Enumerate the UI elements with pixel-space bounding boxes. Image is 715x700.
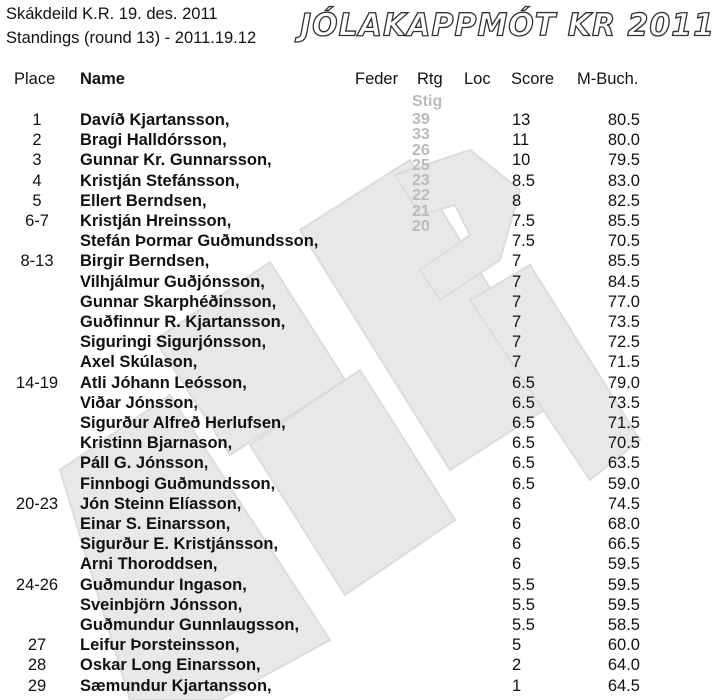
score-cell: 7 (512, 272, 522, 291)
standings-row (0, 576, 655, 596)
player-name-cell: Einar S. Einarsson, (80, 515, 231, 533)
standings-row (0, 374, 655, 394)
mbuch-cell: 71.5 (607, 353, 640, 372)
column-header-feder: Feder (355, 70, 399, 88)
player-name-cell: Arni Thoroddsen, (80, 555, 218, 574)
place-cell: 28 (27, 656, 47, 675)
mbuch-cell: 84.5 (607, 272, 640, 291)
mbuch-cell: 60.0 (607, 636, 640, 655)
player-name-cell: Vilhjálmur Guðjónsson, (80, 272, 265, 291)
mbuch-cell: 79.0 (607, 373, 640, 392)
player-name-cell: Davíð Kjartansson, (80, 111, 230, 129)
rating-value: 25 (412, 156, 430, 174)
mbuch-cell: 74.5 (607, 494, 640, 513)
rating-value: 20 (412, 218, 430, 236)
score-cell: 7 (512, 353, 522, 372)
score-cell: 6 (512, 494, 522, 513)
player-name-cell: Kristinn Bjarnason, (80, 434, 233, 453)
standings-row (0, 454, 655, 474)
player-name-cell: Viðar Jónsson, (80, 393, 198, 412)
place-cell: 3 (32, 151, 42, 170)
place-cell: 29 (27, 676, 47, 695)
place-cell: 5 (32, 191, 42, 210)
column-header-score: Score (511, 70, 555, 88)
mbuch-cell: 80.0 (607, 131, 640, 150)
rating-value: 39 (412, 111, 430, 128)
player-name-cell: Siguringi Sigurjónsson, (80, 333, 267, 352)
mbuch-cell: 73.5 (607, 313, 640, 331)
standings-row (0, 212, 655, 236)
column-header-place: Place (14, 70, 56, 88)
score-cell: 5 (512, 636, 522, 655)
standings-row (0, 192, 655, 212)
player-name-cell: Páll G. Jónsson, (80, 454, 209, 473)
standings-row (0, 131, 655, 151)
player-name-cell: Gunnar Skarphéðinsson, (80, 292, 277, 311)
player-name-cell: Kristján Hreinsson, (80, 212, 232, 230)
score-cell: 7 (512, 313, 522, 331)
mbuch-cell: 70.5 (607, 232, 640, 251)
mbuch-cell: 64.5 (607, 676, 640, 695)
mbuch-cell: 59.0 (607, 474, 640, 493)
score-cell: 6.5 (512, 393, 535, 412)
standings-row (0, 151, 655, 174)
place-cell: 20-23 (15, 494, 59, 513)
rating-value: 21 (412, 202, 430, 220)
score-cell: 8 (512, 191, 522, 210)
standings-row (0, 232, 655, 252)
standings-row (0, 313, 655, 333)
rating-value: 23 (412, 172, 430, 190)
player-name-cell: Kristján Stefánsson, (80, 171, 240, 190)
standings-row (0, 414, 655, 434)
column-header-rtg: Rtg (417, 70, 443, 88)
mbuch-cell: 63.5 (607, 454, 640, 473)
score-cell: 10 (512, 151, 531, 170)
player-name-cell: Sigurður E. Kristjánsson, (80, 535, 279, 554)
place-cell: 2 (32, 131, 42, 150)
player-name-cell: Guðfinnur R. Kjartansson, (80, 313, 286, 331)
standings-row (0, 434, 655, 454)
standings-row (0, 273, 655, 293)
mbuch-cell: 73.5 (607, 393, 640, 412)
standings-row (0, 353, 655, 373)
score-cell: 5.5 (512, 616, 535, 634)
score-cell: 6.5 (512, 434, 535, 453)
score-cell: 5.5 (512, 575, 535, 594)
player-name-cell: Finnbogi Guðmundsson, (80, 474, 276, 493)
standings-row (0, 616, 655, 636)
mbuch-cell: 59.5 (607, 575, 640, 594)
score-cell: 7.5 (512, 212, 535, 230)
mbuch-cell: 80.5 (607, 111, 640, 129)
mbuch-cell: 85.5 (607, 212, 640, 230)
standings-row (0, 495, 655, 515)
player-name-cell: Guðmundur Gunnlaugsson, (80, 616, 300, 634)
player-name-cell: Sveinbjörn Jónsson, (80, 595, 243, 614)
score-cell: 2 (512, 656, 522, 675)
mbuch-cell: 66.5 (607, 535, 640, 554)
rating-stig-label: Stig (412, 93, 443, 110)
player-name-cell: Sæmundur Kjartansson, (80, 676, 272, 695)
score-cell: 7.5 (512, 232, 535, 251)
mbuch-cell: 68.0 (607, 515, 640, 533)
standings-row (0, 172, 655, 192)
mbuch-cell: 70.5 (607, 434, 640, 453)
rating-value: 33 (412, 126, 430, 144)
standings-row (0, 596, 655, 616)
mbuch-cell: 64.0 (607, 656, 640, 675)
place-cell: 14-19 (15, 373, 59, 392)
mbuch-cell: 77.0 (607, 292, 640, 311)
player-name-cell: Gunnar Kr. Gunnarsson, (80, 151, 272, 170)
rating-value: 22 (412, 187, 430, 205)
place-cell: 8-13 (20, 252, 54, 271)
column-header-name: Name (80, 70, 125, 88)
mbuch-cell: 85.5 (607, 252, 640, 271)
standings-row (0, 656, 655, 676)
player-name-cell: Sigurður Alfreð Herlufsen, (80, 414, 286, 432)
score-cell: 6 (512, 555, 522, 574)
mbuch-cell: 59.5 (607, 595, 640, 614)
document-header-standings: Standings (round 13) - 2011.19.12 (6, 29, 257, 47)
document-header-club-date: Skákdeild K.R. 19. des. 2011 (6, 5, 218, 23)
score-cell: 7 (512, 292, 522, 311)
mbuch-cell: 83.0 (607, 171, 640, 190)
standings-row (0, 555, 655, 575)
standings-row (0, 394, 655, 414)
score-cell: 11 (512, 131, 530, 150)
score-cell: 6.5 (512, 474, 535, 493)
score-cell: 5.5 (512, 595, 535, 614)
player-name-cell: Birgir Berndsen, (80, 252, 210, 271)
player-name-cell: Leifur Þorsteinsson, (80, 636, 240, 655)
place-cell: 27 (27, 636, 47, 655)
player-name-cell: Ellert Berndsen, (80, 191, 207, 210)
mbuch-cell: 59.5 (607, 555, 640, 574)
player-name-cell: Oskar Long Einarsson, (80, 656, 261, 675)
mbuch-cell: 72.5 (607, 333, 640, 352)
standings-row (0, 535, 655, 555)
place-cell: 24-26 (15, 575, 59, 594)
mbuch-cell: 71.5 (607, 414, 640, 432)
score-cell: 7 (512, 333, 522, 352)
standings-row (0, 252, 655, 272)
standings-row (0, 677, 655, 697)
score-cell: 8.5 (512, 171, 535, 190)
player-name-cell: Stefán Þormar Guðmundsson, (80, 232, 319, 251)
mbuch-cell: 79.5 (607, 151, 640, 170)
player-name-cell: Atli Jóhann Leósson, (80, 373, 247, 392)
column-header-loc: Loc (464, 70, 491, 88)
standings-row (0, 293, 655, 313)
standings-row (0, 636, 655, 656)
standings-row (0, 111, 655, 131)
score-cell: 13 (512, 111, 531, 129)
player-name-cell: Bragi Halldórsson, (80, 131, 227, 150)
mbuch-cell: 58.5 (607, 616, 640, 634)
player-name-cell: Axel Skúlason, (80, 353, 198, 372)
score-cell: 7 (512, 252, 522, 271)
standings-row (0, 333, 655, 353)
score-cell: 1 (512, 676, 522, 695)
place-cell: 1 (32, 111, 42, 129)
mbuch-cell: 82.5 (607, 191, 640, 210)
score-cell: 6.5 (512, 373, 535, 392)
standings-row (0, 475, 655, 495)
column-header-mbuch: M-Buch. (577, 70, 639, 88)
event-title: JÓLAKAPPMÓT KR 2011 (300, 7, 715, 44)
place-cell: 4 (32, 171, 42, 190)
score-cell: 6 (512, 515, 522, 533)
score-cell: 6.5 (512, 454, 535, 473)
rating-value: 26 (412, 141, 430, 159)
place-cell: 6-7 (25, 212, 49, 230)
score-cell: 6 (512, 535, 522, 554)
player-name-cell: Guðmundur Ingason, (80, 575, 247, 594)
score-cell: 6.5 (512, 414, 535, 432)
player-name-cell: Jón Steinn Elíasson, (80, 494, 242, 513)
standings-row (0, 515, 655, 535)
